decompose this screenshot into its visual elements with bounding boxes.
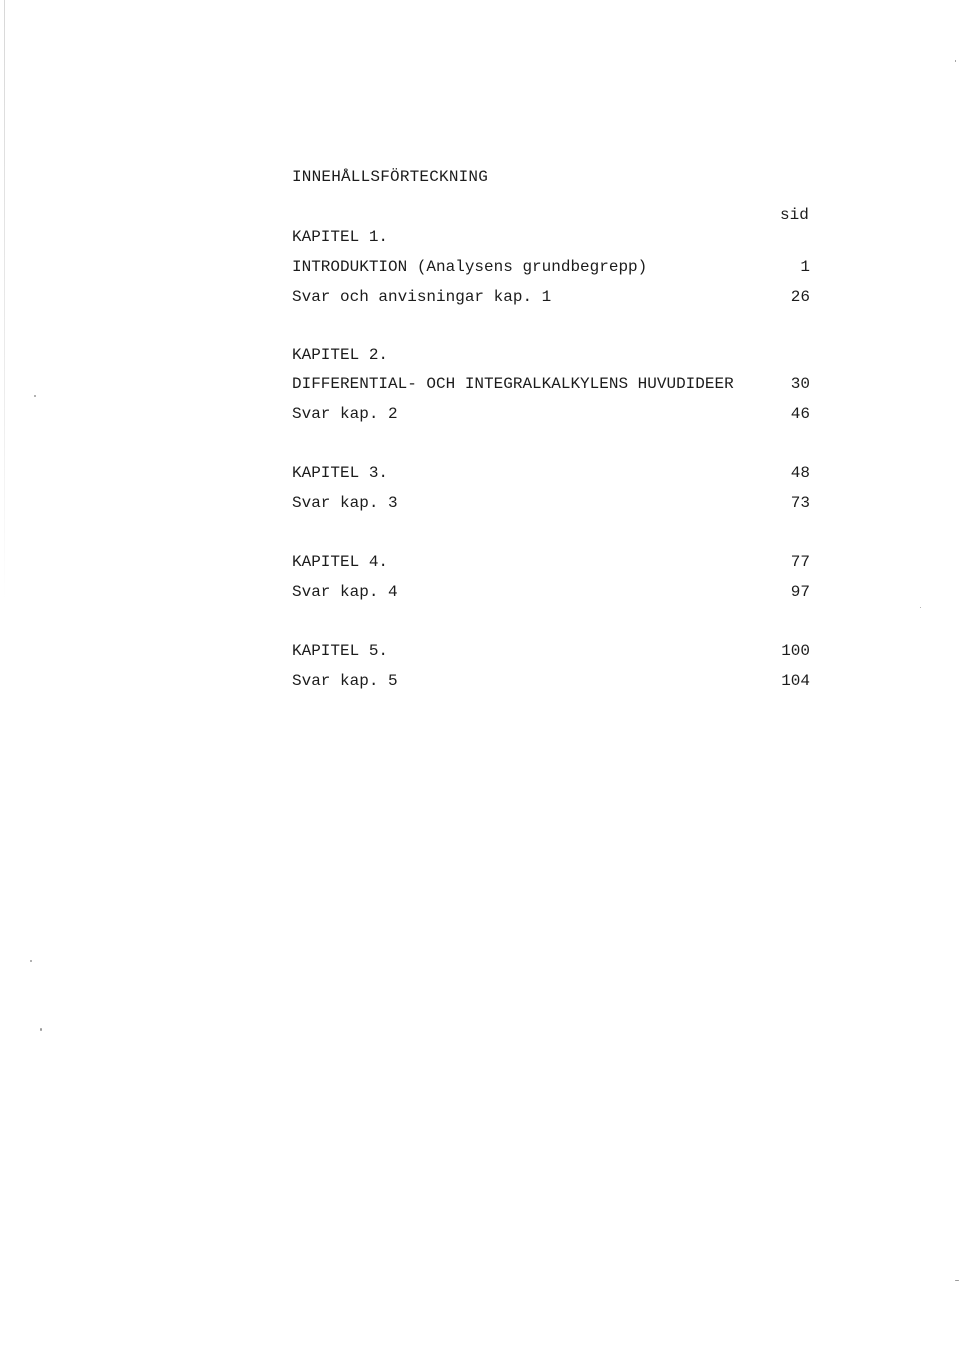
toc-entry bbox=[292, 286, 810, 308]
scan-speck bbox=[955, 60, 956, 62]
toc-entry bbox=[292, 640, 810, 662]
toc-entry-label: Svar kap. 4 bbox=[292, 583, 398, 601]
toc-entry bbox=[292, 581, 810, 603]
toc-entry-page: 1 bbox=[800, 258, 810, 276]
scan-edge-shadow bbox=[4, 0, 5, 600]
toc-entry-label: INTRODUKTION (Analysens grundbegrepp) bbox=[292, 258, 648, 276]
scan-speck bbox=[34, 395, 36, 397]
toc-entry-label: KAPITEL 4. bbox=[292, 553, 389, 571]
toc-entry bbox=[292, 403, 810, 425]
toc-entry bbox=[292, 373, 810, 395]
toc-entry-page: 104 bbox=[781, 672, 810, 690]
toc-entry-label: KAPITEL 3. bbox=[292, 464, 389, 482]
toc-entry-label: KAPITEL 2. bbox=[292, 346, 389, 364]
toc-entry-page: 46 bbox=[790, 405, 810, 423]
toc-entry-page: 73 bbox=[790, 494, 810, 512]
toc-entry-label: Svar kap. 2 bbox=[292, 405, 398, 423]
toc-entry-page: 48 bbox=[790, 464, 810, 482]
toc-entry bbox=[292, 462, 810, 484]
toc-entry bbox=[292, 551, 810, 573]
toc-entry-page: 30 bbox=[790, 375, 810, 393]
toc-entry bbox=[292, 492, 810, 514]
toc-entry bbox=[292, 256, 810, 278]
toc-entry-label: KAPITEL 5. bbox=[292, 642, 389, 660]
toc-entry bbox=[292, 226, 810, 248]
scan-speck bbox=[30, 960, 32, 962]
scan-speck bbox=[40, 1028, 42, 1031]
scan-speck bbox=[955, 1280, 959, 1281]
toc-entry-page: 100 bbox=[781, 642, 810, 660]
toc-entry-label: Svar kap. 5 bbox=[292, 672, 398, 690]
toc-entry bbox=[292, 670, 810, 692]
scan-speck bbox=[920, 607, 921, 608]
toc-entry-label: DIFFERENTIAL- OCH INTEGRALKALKYLENS HUVUDIDEER bbox=[292, 375, 734, 393]
toc-entry-page: 97 bbox=[790, 583, 810, 601]
toc-entry-page: 77 bbox=[790, 553, 810, 571]
toc-entry-label: Svar kap. 3 bbox=[292, 494, 398, 512]
toc-title: INNEHÅLLSFÖRTECKNING bbox=[292, 168, 489, 186]
toc-entry bbox=[292, 344, 810, 366]
toc-entry-label: KAPITEL 1. bbox=[292, 228, 389, 246]
toc-entry-page: 26 bbox=[790, 288, 810, 306]
page-column-header: sid bbox=[780, 206, 809, 224]
toc-entry-label: Svar och anvisningar kap. 1 bbox=[292, 288, 552, 306]
